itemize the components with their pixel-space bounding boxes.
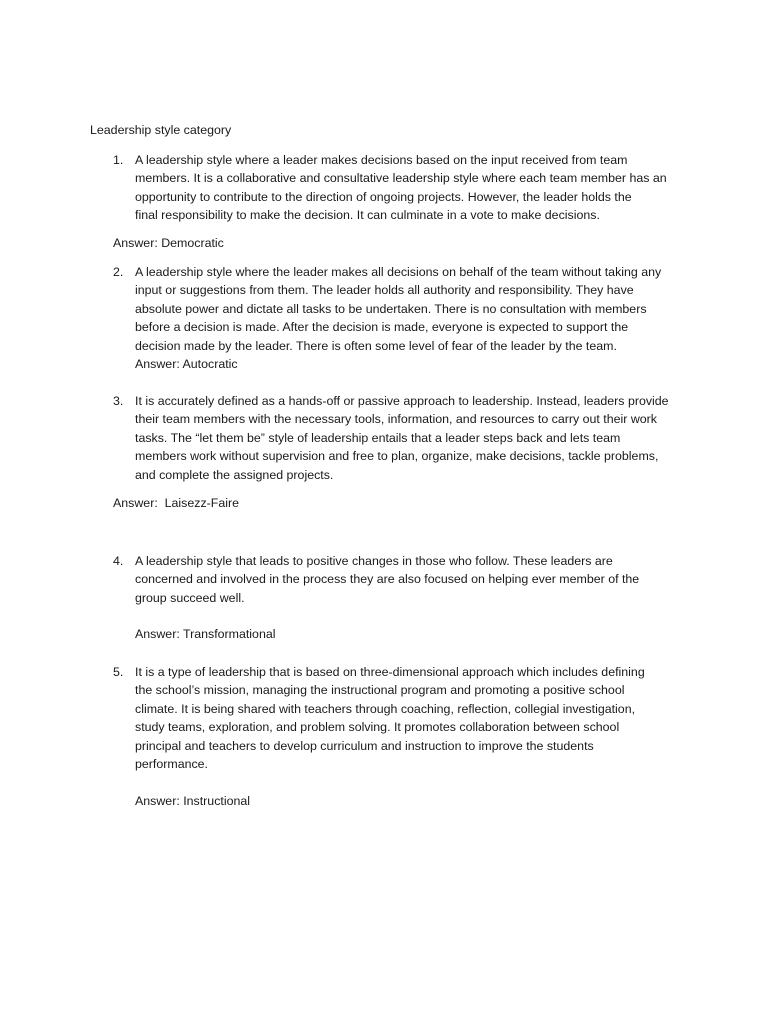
list-item-3 <box>113 392 693 484</box>
item-line: A leadership style where a leader makes decisions based on the input received from team <box>135 153 628 167</box>
item-text <box>135 663 695 773</box>
list-item-1 <box>113 151 693 225</box>
list-item-4 <box>113 552 693 607</box>
item-line: It is a type of leadership that is based on three-dimensional approach which includes defining <box>135 665 645 679</box>
item-line: the school’s mission, managing the instructional program and promoting a positive school <box>135 683 625 698</box>
item-line: members. It is a collaborative and consultative leadership style where each team member has an <box>135 171 667 186</box>
item-line: absolute power and dictate all tasks to be undertaken. There is no consultation with members <box>135 301 647 316</box>
list-item-2 <box>113 263 693 355</box>
answer-4: Answer: Transformational <box>135 627 276 641</box>
item-line: It is accurately defined as a hands-off or passive approach to leadership. Instead, leaders provide <box>135 394 669 408</box>
item-line: before a decision is made. After the decision is made, everyone is expected to support the <box>135 320 629 335</box>
item-line: and complete the assigned projects. <box>135 467 334 482</box>
document-title: Leadership style category <box>90 123 232 137</box>
item-line: climate. It is being shared with teachers through coaching, reflection, collegial investigation, <box>135 701 636 716</box>
item-line: their team members with the necessary tools, information, and resources to carry out their work <box>135 412 657 427</box>
item-line: study teams, exploration, and problem solving. It promotes collaboration between school <box>135 720 620 735</box>
item-line: concerned and involved in the process they are also focused on helping ever member of the <box>135 572 640 587</box>
item-line: tasks. The “let them be” style of leadership entails that a leader steps back and lets team <box>135 430 621 445</box>
item-line: members work without supervision and free to plan, organize, make decisions, tackle problems, <box>135 449 659 464</box>
item-number: 3. <box>113 394 124 408</box>
item-line: decision made by the leader. There is often some level of fear of the leader by the team. <box>135 338 617 353</box>
item-line: group succeed well. <box>135 590 245 605</box>
answer-5: Answer: Instructional <box>135 794 251 808</box>
item-text <box>135 151 695 225</box>
item-text <box>135 392 695 484</box>
answer-2: Answer: Autocratic <box>135 357 238 371</box>
item-number: 1. <box>113 153 124 167</box>
item-line: final responsibility to make the decision. It can culminate in a vote to make decisions. <box>135 208 600 223</box>
item-number: 5. <box>113 665 124 679</box>
item-text <box>135 552 695 607</box>
list-item-5 <box>113 663 693 773</box>
item-line: A leadership style that leads to positive changes in those who follow. These leaders are <box>135 554 613 568</box>
item-line: A leadership style where the leader makes all decisions on behalf of the team without taking any <box>135 265 662 279</box>
item-line: opportunity to contribute to the direction of ongoing projects. However, the leader holds the <box>135 189 632 204</box>
item-line: performance. <box>135 757 209 772</box>
answer-3: Answer: Laisezz-Faire <box>113 496 240 510</box>
item-line: principal and teachers to develop curriculum and instruction to improve the students <box>135 738 594 753</box>
item-number: 2. <box>113 265 124 279</box>
item-line: input or suggestions from them. The leader holds all authority and responsibility. They have <box>135 283 634 298</box>
item-number: 4. <box>113 554 124 568</box>
answer-1: Answer: Democratic <box>113 236 224 250</box>
item-text <box>135 263 695 355</box>
